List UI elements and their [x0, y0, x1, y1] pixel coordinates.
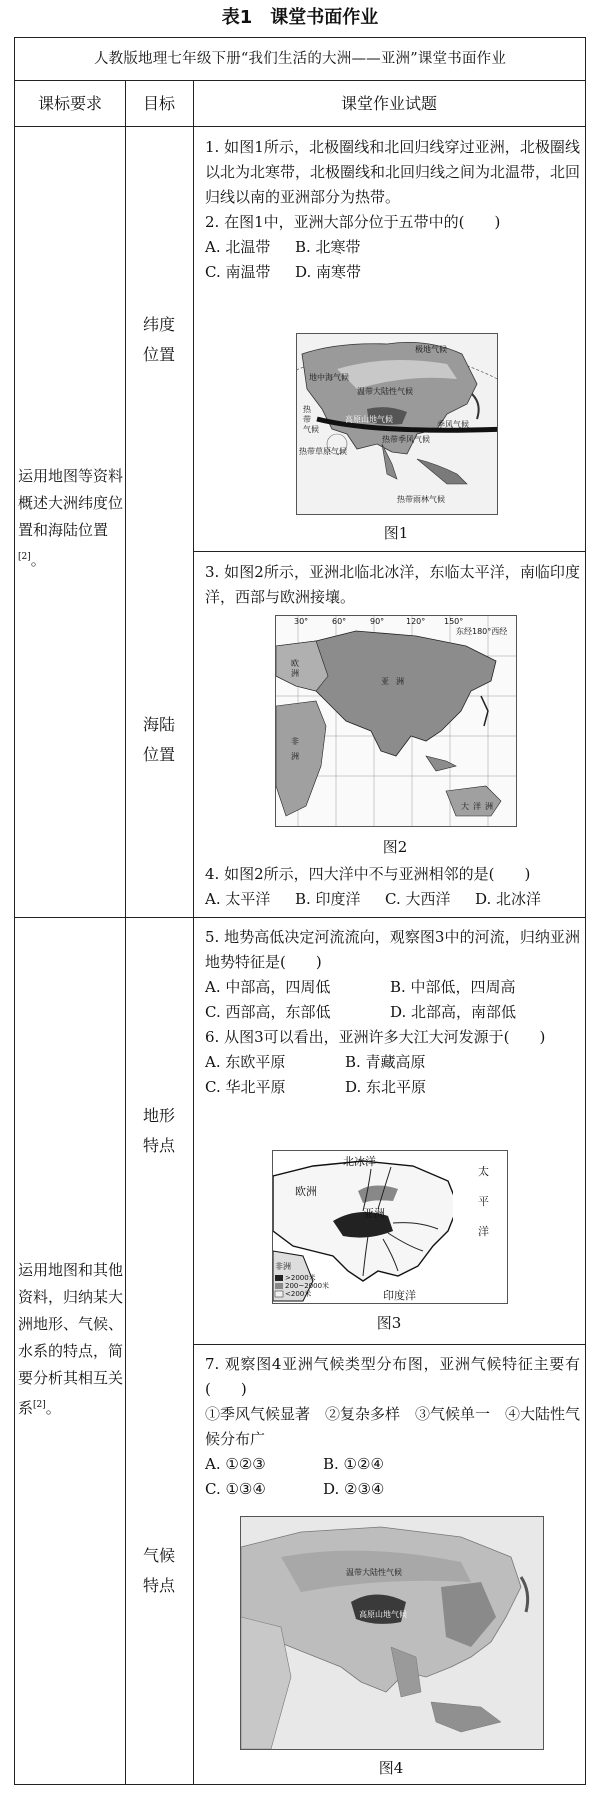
question-7-stem: 7. 观察图4亚洲气候类型分布图，亚洲气候特征主要有( ): [205, 1355, 580, 1398]
row-divider: [15, 917, 586, 918]
map-label: 亚洲: [363, 1207, 385, 1220]
table-caption: 人教版地理七年级下册“我们生活的大洲——亚洲”课堂书面作业: [14, 37, 586, 81]
map-label: 地中海气候: [309, 373, 349, 382]
figure-3-map: [272, 1150, 508, 1304]
map-label: 大: [461, 802, 469, 811]
option-c[interactable]: C. 南温带: [205, 263, 271, 281]
longitude-label: 60°: [332, 617, 347, 626]
terrain-legend: [275, 1275, 283, 1297]
map-label: 热带草原气候: [299, 447, 347, 456]
options-row: [205, 1075, 580, 1100]
map-label: 带: [303, 415, 311, 424]
options-row: [205, 1452, 580, 1477]
options-row: [205, 1477, 580, 1502]
question-block: [205, 925, 580, 1100]
map-label: 非: [291, 737, 299, 746]
row-divider: [193, 1344, 586, 1345]
question-2-stem: 2. 在图1中，亚洲大部分位于五带中的( ): [205, 213, 501, 231]
longitude-label: 150°: [444, 617, 464, 626]
map-label: 欧: [291, 659, 299, 668]
requirement-suffix: 。: [45, 1399, 61, 1417]
table-title: 表1 课堂书面作业: [221, 7, 379, 28]
column-divider: [125, 81, 126, 1785]
legend-label: <200米: [285, 1290, 312, 1298]
map-label: 洲: [396, 677, 404, 686]
map-label: 洋: [473, 802, 481, 811]
map-label: 高原山地气候: [345, 415, 393, 424]
options-row: [205, 887, 580, 912]
option-b[interactable]: B. 中部低，四周高: [390, 978, 516, 996]
option-c[interactable]: C. 大西洋: [385, 890, 451, 908]
option-d[interactable]: D. ②③④: [323, 1480, 385, 1498]
figure-4-map: [240, 1516, 544, 1750]
options-row: [205, 1000, 580, 1025]
map-label: 热: [303, 405, 311, 414]
goal-climate: 气候特点: [143, 1546, 176, 1595]
question-7-choices: ①季风气候显著 ②复杂多样 ③气候单一 ④大陆性气候分布广: [205, 1405, 581, 1448]
map-label: 东经180°西经: [456, 627, 508, 636]
map-label: 温带大陆性气候: [346, 1568, 402, 1577]
question-1: 1. 如图1所示，北极圈线和北回归线穿过亚洲，北极圈线以北为北寒带，北极圈线和北回归线之间为北温带，北回归线以南的亚洲部分为热带。: [205, 138, 581, 206]
figure-2-map: [275, 615, 517, 827]
longitude-label: 120°: [406, 617, 426, 626]
option-b[interactable]: B. 青藏高原: [345, 1053, 426, 1071]
asia-location-map: [276, 616, 516, 826]
map-label: 北冰洋: [343, 1155, 376, 1168]
requirement-cell: [18, 463, 123, 574]
longitude-label: 90°: [370, 617, 385, 626]
map-label: 印度洋: [383, 1289, 416, 1302]
requirement-cell: [18, 1257, 123, 1422]
options-row: [205, 975, 580, 1000]
question-6-stem: 6. 从图3可以看出，亚洲许多大江大河发源于( ): [205, 1028, 546, 1046]
map-label: 洲: [485, 802, 493, 811]
header-questions: 课堂作业试题: [193, 81, 585, 127]
map-label: 洋: [478, 1225, 489, 1238]
goal-terrain: 地形特点: [143, 1106, 176, 1155]
goal-sea-land: 海陆位置: [143, 715, 176, 764]
figure-1-caption: 图1: [383, 524, 409, 542]
option-a[interactable]: A. 东欧平原: [205, 1053, 286, 1071]
legend-label: >2000米: [285, 1274, 316, 1282]
question-block: [205, 862, 580, 912]
citation: [2]: [33, 1400, 46, 1410]
option-d[interactable]: D. 南寒带: [295, 263, 362, 281]
row-divider: [193, 551, 586, 552]
option-a[interactable]: A. 中部高，四周低: [205, 978, 331, 996]
option-d[interactable]: D. 东北平原: [345, 1078, 427, 1096]
map-label: 亚: [381, 677, 389, 686]
figure-3-caption: 图3: [376, 1314, 402, 1332]
option-c[interactable]: C. 华北平原: [205, 1078, 286, 1096]
map-label: 极地气候: [415, 345, 447, 354]
header-requirement: 课标要求: [15, 81, 125, 127]
option-b[interactable]: B. 北寒带: [295, 238, 361, 256]
map-label: 洲: [291, 752, 299, 761]
option-b[interactable]: B. ①②④: [323, 1455, 384, 1473]
map-label: 季风气候: [437, 420, 469, 429]
goal-latitude: 纬度位置: [143, 315, 176, 364]
options-row: [205, 235, 580, 260]
header-goal: 目标: [125, 81, 193, 127]
options-row: [205, 1050, 580, 1075]
map-label: 洲: [291, 669, 299, 678]
question-block: [205, 560, 580, 610]
map-label: 太: [478, 1165, 489, 1178]
options-row: [205, 260, 580, 285]
question-block: [205, 1352, 580, 1502]
question-3: 3. 如图2所示，亚洲北临北冰洋，东临太平洋，南临印度洋，西部与欧洲接壤。: [205, 563, 580, 606]
figure-4-caption: 图4: [378, 1759, 404, 1777]
map-label: 非洲: [275, 1262, 291, 1271]
option-d[interactable]: D. 北冰洋: [475, 890, 542, 908]
question-4-stem: 4. 如图2所示，四大洋中不与亚洲相邻的是( ): [205, 865, 531, 883]
map-label: 热带雨林气候: [397, 495, 445, 504]
map-label: 平: [478, 1195, 489, 1208]
map-label: 温带大陆性气候: [357, 387, 413, 396]
figure-1-map: [296, 333, 498, 515]
option-a[interactable]: A. ①②③: [205, 1455, 266, 1473]
requirement-text: 运用地图和其他资料，归纳某大洲地形、气候、水系的特点，简要分析其相互关系: [18, 1261, 124, 1417]
option-a[interactable]: A. 北温带: [205, 238, 271, 256]
column-divider: [193, 81, 194, 1785]
option-b[interactable]: B. 印度洋: [295, 890, 361, 908]
requirement-suffix: 。: [30, 551, 46, 569]
option-a[interactable]: A. 太平洋: [205, 890, 271, 908]
requirement-text: 运用地图等资料概述大洲纬度位置和海陆位置: [18, 467, 124, 539]
map-label: 热带季风气候: [382, 435, 430, 444]
longitude-label: 30°: [294, 617, 309, 626]
citation: [2]: [18, 552, 31, 562]
question-block: [205, 135, 580, 285]
option-c[interactable]: C. 西部高，东部低: [205, 1003, 331, 1021]
legend-label: 200~2000米: [285, 1282, 330, 1290]
question-5-stem: 5. 地势高低决定河流流向，观察图3中的河流，归纳亚洲地势特征是( ): [205, 928, 580, 971]
option-d[interactable]: D. 北部高，南部低: [390, 1003, 517, 1021]
figure-2-caption: 图2: [382, 838, 408, 856]
map-label: 欧洲: [295, 1185, 317, 1198]
asia-climate-type-map: [241, 1517, 543, 1749]
option-c[interactable]: C. ①③④: [205, 1480, 266, 1498]
map-label: 高原山地气候: [359, 1610, 407, 1619]
map-label: 气候: [303, 425, 319, 434]
